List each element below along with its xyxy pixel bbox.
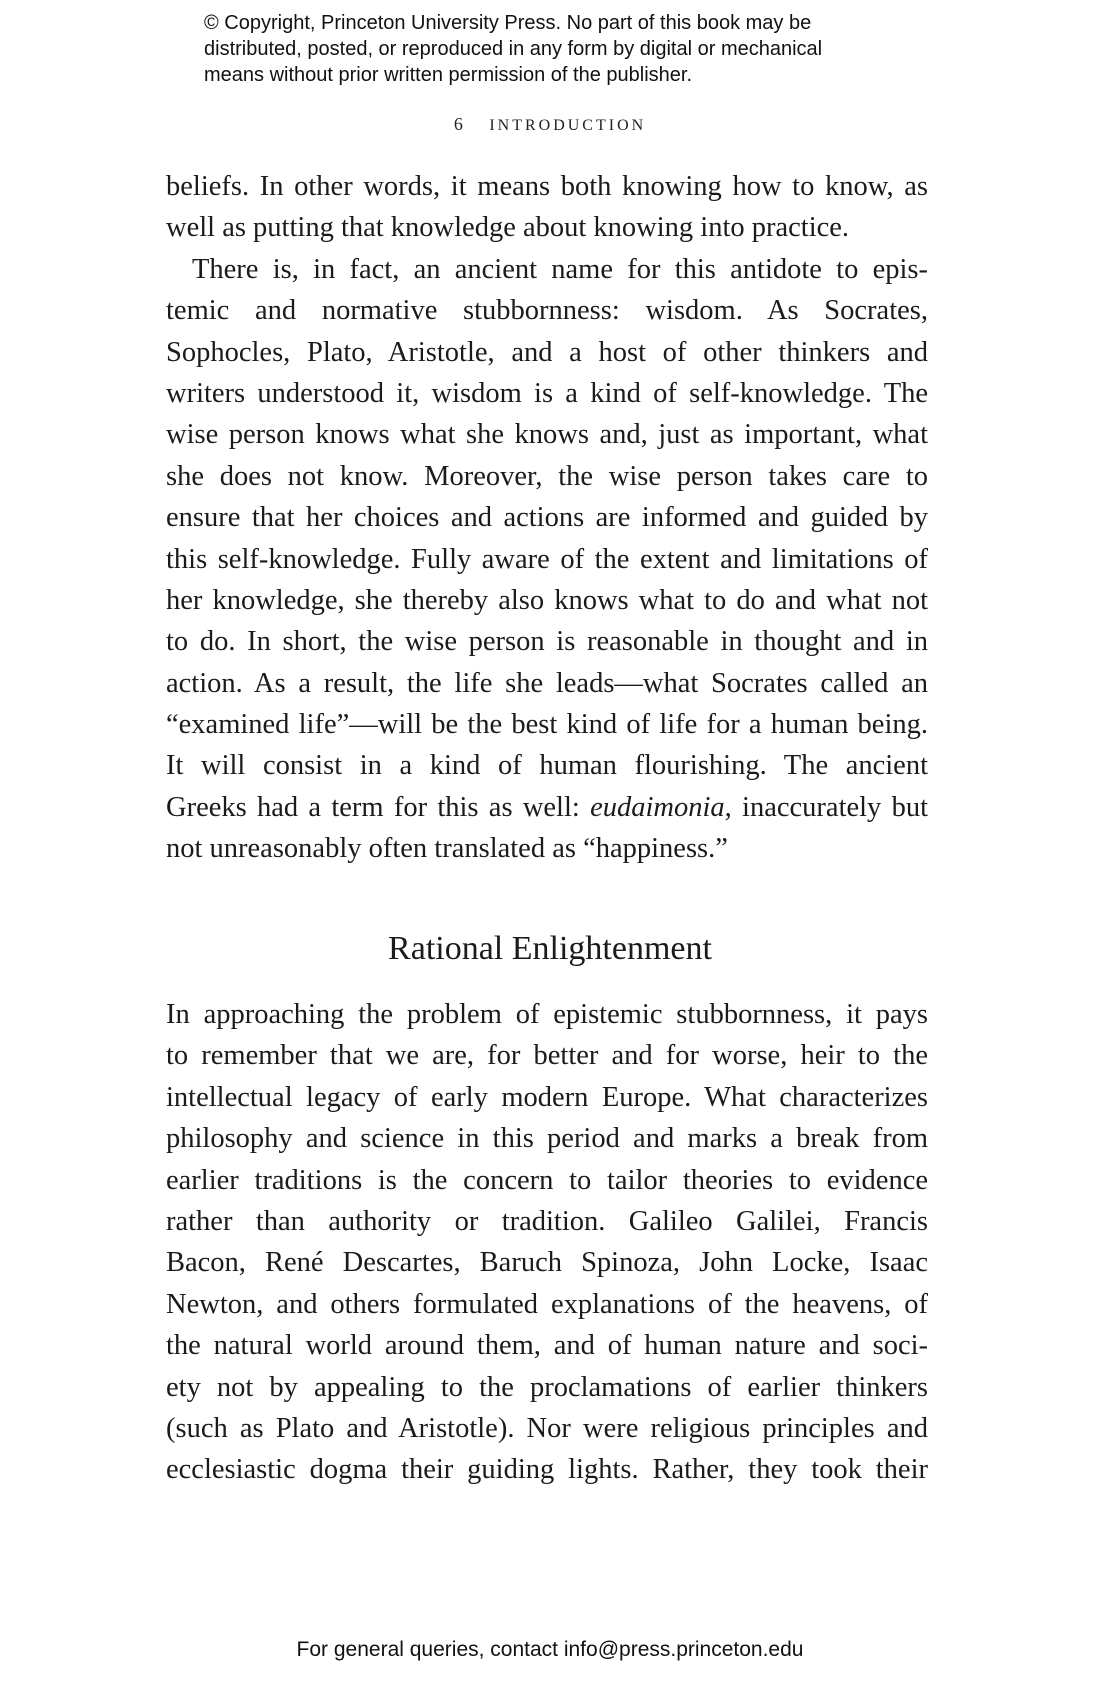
text-line: she does not know. Moreover, the wise person takes care to	[166, 460, 928, 492]
text-line: There is, in fact, an ancient name for this antidote to epis-	[192, 253, 928, 285]
text-line: to do. In short, the wise person is reasonable in thought and in	[166, 626, 928, 658]
text-line: writers understood it, wisdom is a kind of self-knowledge. The	[166, 377, 928, 409]
text-line: wise person knows what she knows and, just as important, what	[166, 419, 928, 451]
text-line: Bacon, René Descartes, Baruch Spinoza, John Locke, Isaac	[166, 1247, 928, 1279]
text-line: (such as Plato and Aristotle). Nor were religious principles and	[166, 1412, 928, 1444]
text-line: ensure that her choices and actions are informed and guided by	[166, 502, 928, 534]
section-heading: Rational Enlightenment	[388, 930, 712, 967]
text-line: ecclesiastic dogma their guiding lights. Rather, they took their	[166, 1454, 928, 1486]
text-line: beliefs. In other words, it means both knowing how to know, as	[166, 171, 928, 202]
text-line: Greeks had a term for this as well: eudaimonia, inaccurately but	[166, 791, 928, 823]
body-paragraphs-1	[166, 166, 928, 870]
page-number: 6	[453, 114, 465, 134]
text-line: rather than authority or tradition. Galileo Galilei, Francis	[166, 1205, 928, 1237]
text-line: Sophocles, Plato, Aristotle, and a host of other thinkers and	[166, 336, 928, 368]
text-line: well as putting that knowledge about knowing into practice.	[166, 212, 850, 244]
text-line: to remember that we are, for better and for worse, heir to the	[166, 1040, 928, 1072]
copyright-notice	[204, 10, 964, 88]
copyright-line: distributed, posted, or reproduced in any form by digital or mechanical	[204, 38, 823, 60]
text-line: In approaching the problem of epistemic stubbornness, it pays	[166, 999, 928, 1030]
running-head-title: INTRODUCTION	[489, 117, 647, 134]
text-line: “examined life”—will be the best kind of life for a human being.	[166, 709, 928, 741]
text-line: the natural world around them, and of human nature and soci-	[166, 1330, 928, 1362]
copyright-line: means without prior written permission of the publisher.	[204, 64, 693, 86]
running-head	[0, 114, 1100, 135]
body-paragraphs-2	[166, 994, 928, 1491]
text-line: ety not by appealing to the proclamations of earlier thinkers	[166, 1371, 928, 1403]
italic-term: eudaimonia	[590, 791, 725, 823]
text-line: earlier traditions is the concern to tailor theories to evidence	[166, 1164, 928, 1196]
footer-contact: For general queries, contact info@press.princeton.edu	[296, 1638, 804, 1661]
copyright-line: © Copyright, Princeton University Press. No part of this book may be	[204, 12, 812, 34]
text-line: temic and normative stubbornness: wisdom. As Socrates,	[166, 295, 928, 327]
text-line: Newton, and others formulated explanations of the heavens, of	[166, 1288, 928, 1320]
text-line: action. As a result, the life she leads—what Socrates called an	[166, 667, 928, 699]
text-line: intellectual legacy of early modern Europe. What characterizes	[166, 1081, 928, 1113]
text-line: her knowledge, she thereby also knows what to do and what not	[166, 584, 928, 616]
text-line: It will consist in a kind of human flourishing. The ancient	[166, 750, 928, 782]
text-line: not unreasonably often translated as “happiness.”	[166, 833, 728, 865]
text-line: this self-knowledge. Fully aware of the extent and limitations of	[166, 543, 928, 575]
text-line: philosophy and science in this period and marks a break from	[166, 1123, 928, 1155]
